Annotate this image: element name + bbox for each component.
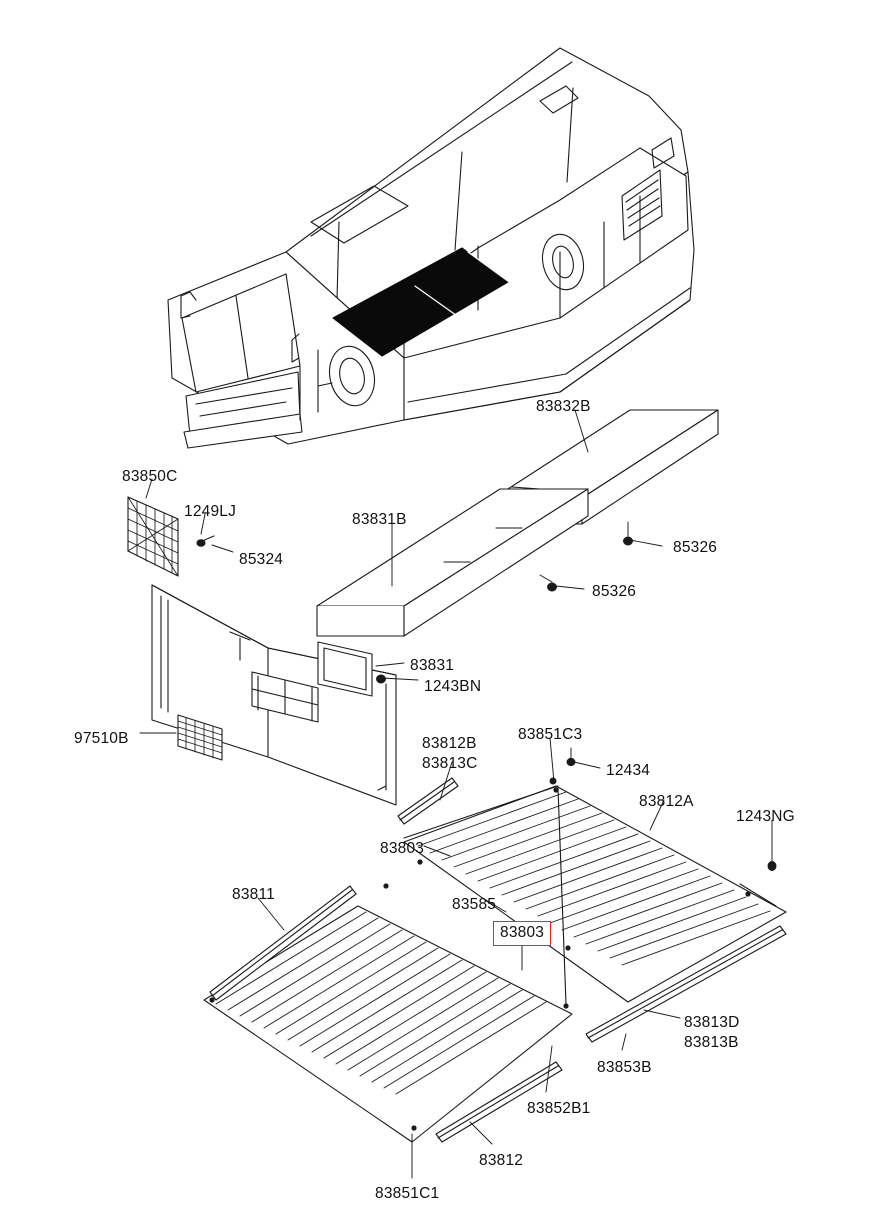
part-label-85324: 85324 [239, 551, 284, 568]
part-label-85326-mid: 85326 [592, 583, 637, 600]
part-label-83852B1: 83852B1 [527, 1100, 591, 1117]
part-label-83851C3: 83851C3 [518, 726, 583, 743]
part-label-85326-right: 85326 [673, 539, 718, 556]
part-label-83803-highlighted[interactable]: 83803 [493, 921, 551, 946]
part-label-97510B: 97510B [74, 730, 129, 747]
part-label-83850C: 83850C [122, 468, 178, 485]
part-label-12434: 12434 [606, 762, 651, 779]
part-label-83585: 83585 [452, 896, 497, 913]
part-label-83831: 83831 [410, 657, 455, 674]
part-label-83813C: 83813C [422, 755, 478, 772]
part-label-83813D: 83813D [684, 1014, 740, 1031]
bus-illustration [168, 48, 694, 448]
part-label-83853B: 83853B [597, 1059, 652, 1076]
part-label-1243BN: 1243BN [424, 678, 482, 695]
fastener-1249LJ [197, 536, 214, 546]
part-label-1243NG: 1243NG [736, 808, 795, 825]
part-label-83812A: 83812A [639, 793, 694, 810]
part-label-83811: 83811 [232, 886, 275, 903]
part-label-83813B: 83813B [684, 1034, 739, 1051]
part-label-83812: 83812 [479, 1152, 524, 1169]
part-label-1249LJ: 1249LJ [184, 503, 237, 520]
part-label-83851C1: 83851C1 [375, 1185, 440, 1202]
part-label-83831B: 83831B [352, 511, 407, 528]
part-label-83812B: 83812B [422, 735, 477, 752]
cargo-net-83850C [128, 497, 178, 576]
part-label-83803-upper: 83803 [380, 840, 425, 857]
part-label-83832B: 83832B [536, 398, 591, 415]
